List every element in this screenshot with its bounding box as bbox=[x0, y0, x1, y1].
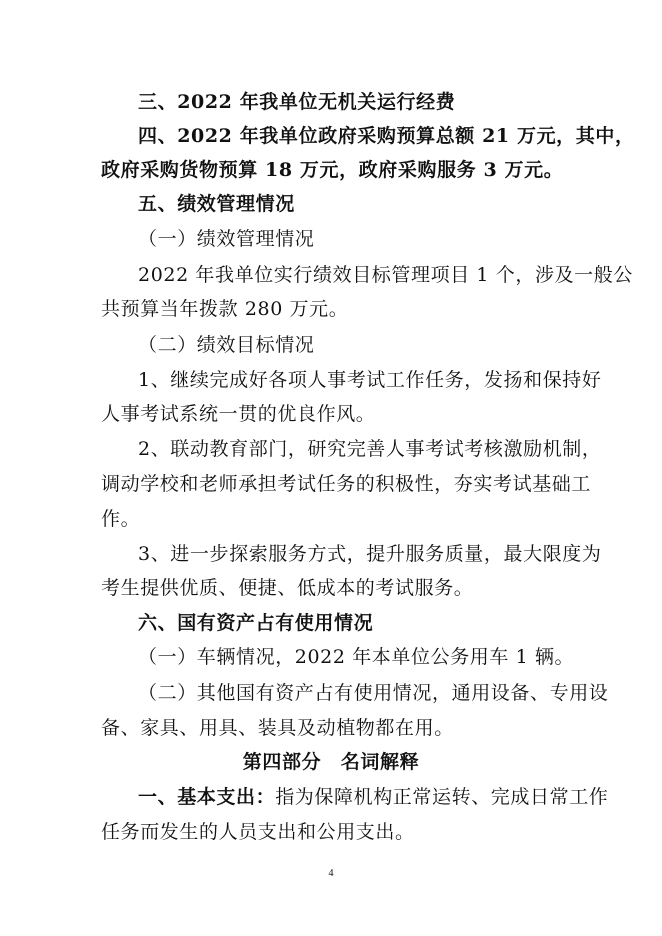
paragraph-line: 作。 bbox=[101, 508, 141, 530]
paragraph-line: 人事考试系统一贯的优良作风。 bbox=[101, 403, 376, 425]
paragraph-line: （二）其他国有资产占有使用情况，通用设备、专用设 bbox=[138, 682, 609, 704]
paragraph-line: 2、联动教育部门，研究完善人事考试考核激励机制， bbox=[138, 438, 602, 460]
paragraph-line: （一）车辆情况，2022 年本单位公务用车 1 辆。 bbox=[138, 646, 575, 668]
subsection-performance-management: （一）绩效管理情况 bbox=[138, 228, 315, 250]
section-four-heading: 四、2022 年我单位政府采购预算总额 21 万元，其中， bbox=[138, 125, 635, 147]
paragraph-line: 2022 年我单位实行绩效目标管理项目 1 个，涉及一般公 bbox=[138, 264, 633, 286]
page-number: 4 bbox=[328, 868, 334, 879]
section-four-continued: 政府采购货物预算 18 万元，政府采购服务 3 万元。 bbox=[101, 159, 564, 181]
paragraph-line: 共预算当年拨款 280 万元。 bbox=[101, 298, 349, 320]
paragraph-line: 3、进一步探索服务方式，提升服务质量，最大限度为 bbox=[138, 543, 602, 565]
section-five-heading: 五、绩效管理情况 bbox=[138, 193, 295, 215]
paragraph-line: 考生提供优质、便捷、低成本的考试服务。 bbox=[101, 577, 474, 599]
section-six-heading: 六、国有资产占有使用情况 bbox=[138, 612, 374, 634]
paragraph-line: 调动学校和老师承担考试任务的积极性，夯实考试基础工 bbox=[101, 473, 592, 495]
definition-text: 指为保障机构正常运转、完成日常工作 bbox=[275, 786, 609, 808]
paragraph-line: 1、继续完成好各项人事考试工作任务，发扬和保持好 bbox=[138, 369, 602, 391]
paragraph-line: 备、家具、用具、装具及动植物都在用。 bbox=[101, 717, 454, 739]
subsection-performance-goals: （二）绩效目标情况 bbox=[138, 334, 315, 356]
section-three-heading: 三、2022 年我单位无机关运行经费 bbox=[138, 91, 456, 113]
part-four-title: 第四部分 名词解释 bbox=[242, 751, 420, 773]
definition-line bbox=[138, 782, 608, 809]
definition-continued: 任务而发生的人员支出和公用支出。 bbox=[101, 821, 415, 843]
definition-term: 一、基本支出： bbox=[138, 786, 276, 808]
